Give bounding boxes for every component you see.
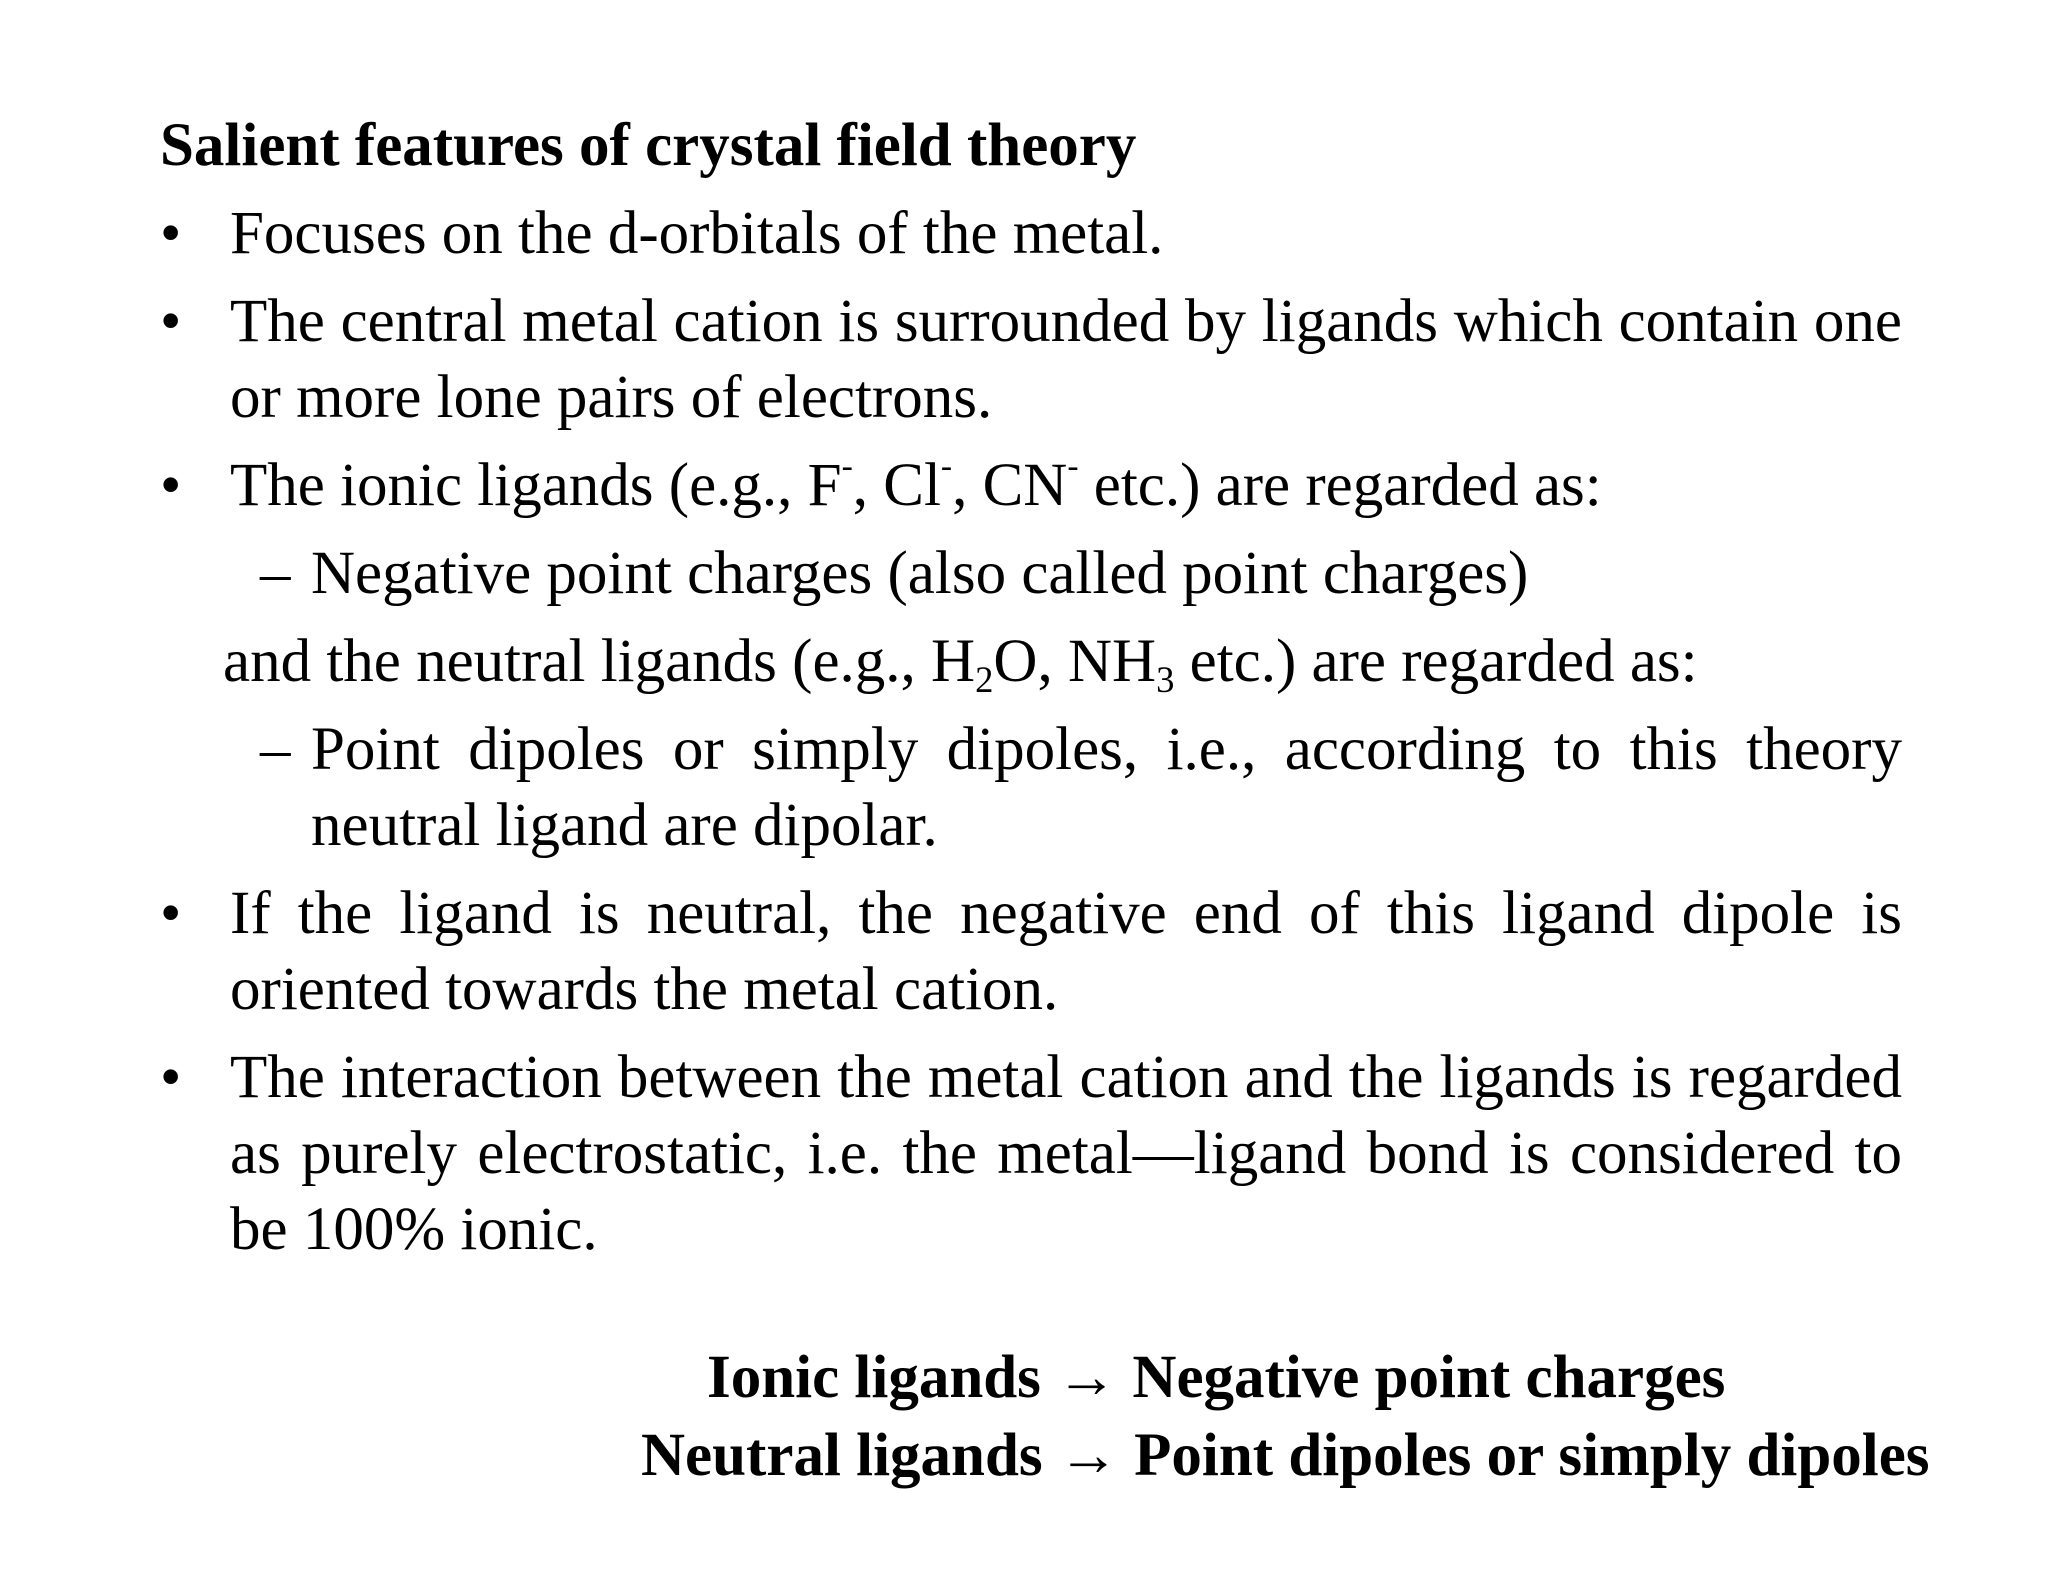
bullet-text: The central metal cation is surrounded by ligands which contain one or more lone pairs of electrons. — [230, 288, 1902, 431]
sub-item-text: Point dipoles or simply dipoles, i.e., according to this theory neutral ligand are dipolar. — [311, 716, 1902, 859]
sub-item-text: Negative point charges (also called point charges) — [311, 540, 1529, 607]
bullet-item-central-cation — [160, 284, 1902, 436]
sub-item-negative-point-charges — [160, 536, 1902, 612]
bullet-text: Focuses on the d-orbitals of the metal. — [230, 200, 1164, 267]
page-title: Salient features of crystal field theory — [160, 112, 1137, 179]
bullet-text: The ionic ligands (e.g., F-, Cl-, CN- etc.) are regarded as: — [230, 447, 1602, 519]
dash-icon: – — [260, 716, 291, 783]
bullet-item-d-orbitals — [160, 196, 1902, 272]
dash-icon: – — [260, 540, 291, 607]
bullet-item-electrostatic-interaction — [160, 1040, 1902, 1268]
neutral-ligands-line: and the neutral ligands (e.g., $H_2O$, $NH_3$ etc.) are regarded as: — [223, 628, 1698, 700]
bullet-icon: • — [160, 1044, 182, 1111]
summary-neutral-ligands: Neutral ligands → Point dipoles or simply dipoles — [641, 1422, 1930, 1489]
bullet-text: If the ligand is neutral, the negative end of this ligand dipole is oriented towards the metal cation. — [230, 880, 1902, 1023]
bullet-text: The interaction between the metal cation and the ligands is regarded as purely electrostatic, i.e. the metal—ligand bond is considered to be 100% ionic. — [230, 1044, 1902, 1263]
bullet-icon: • — [160, 288, 182, 355]
sub-item-point-dipoles — [160, 712, 1902, 864]
bullet-icon: • — [160, 200, 182, 267]
bullet-item-dipole-orientation — [160, 876, 1902, 1028]
bullet-icon: • — [160, 452, 182, 519]
bullet-icon: • — [160, 880, 182, 947]
feature-list — [160, 196, 1902, 1280]
bullet-item-ionic-ligands — [160, 448, 1902, 524]
summary-ionic-ligands: Ionic ligands → Negative point charges — [707, 1344, 1726, 1411]
